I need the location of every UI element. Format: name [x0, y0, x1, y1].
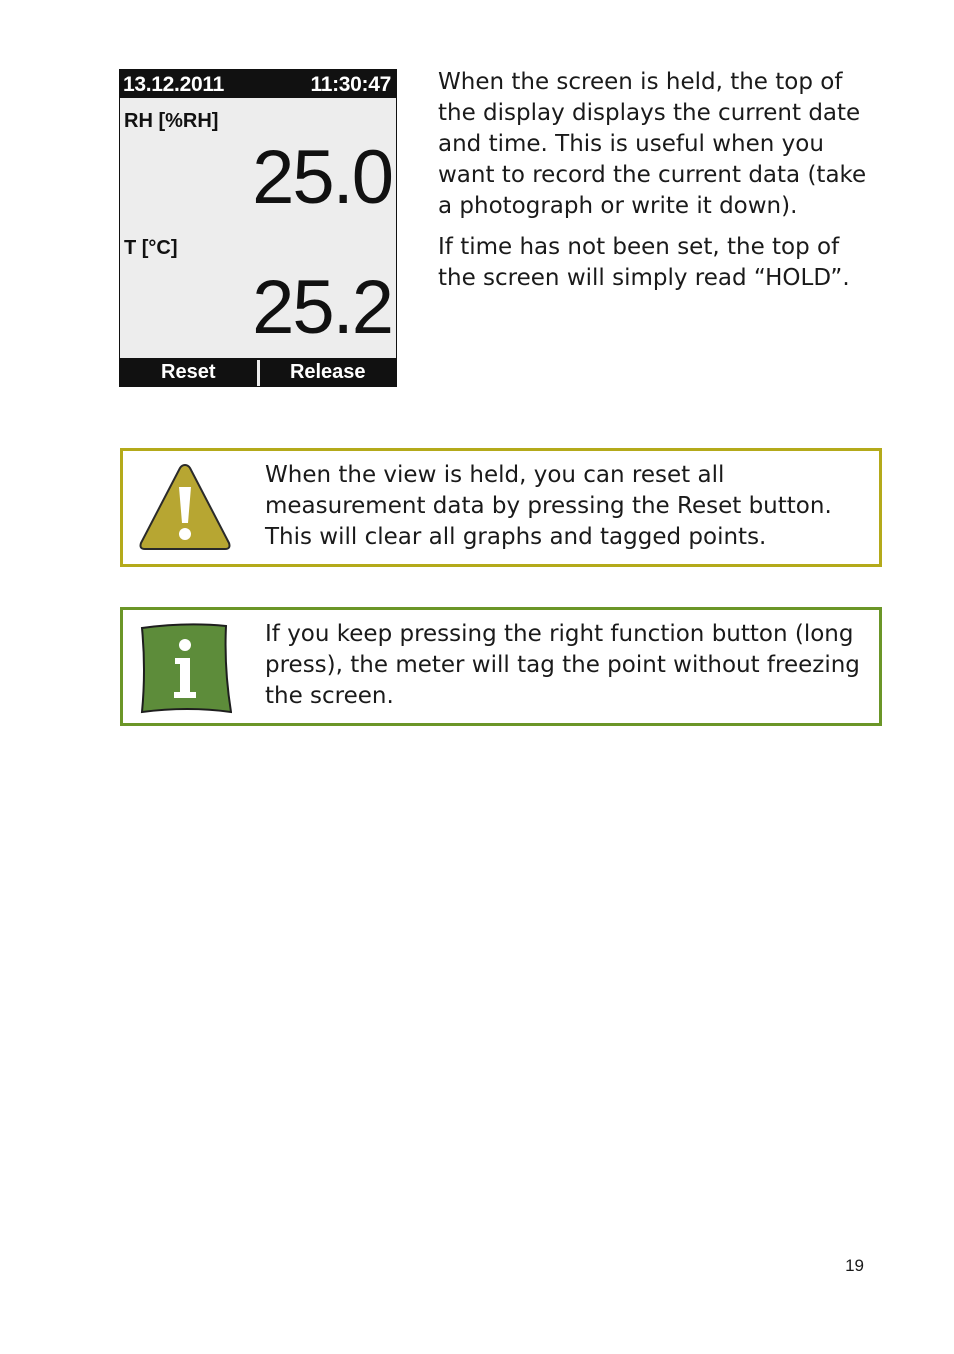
page-number: 19 — [845, 1256, 864, 1275]
warning-text-before: When the view is held, you can reset all measurement data by pressing the — [265, 462, 725, 519]
rh-label: RH [%RH] — [124, 110, 219, 132]
info-icon — [138, 620, 232, 714]
device-time: 11:30:47 — [310, 73, 391, 96]
info-notice — [120, 607, 882, 726]
warning-text-after: button. This will clear all graphs and tagged points. — [265, 493, 832, 550]
device-screenshot — [119, 69, 397, 387]
temperature-value: 25.2 — [252, 265, 392, 350]
warning-icon — [138, 461, 232, 555]
intro-paragraph-2: If time has not been set, the top of the screen will simply read “HOLD”. — [438, 234, 850, 291]
device-softkeys — [120, 358, 396, 386]
intro-paragraph-1: When the screen is held, the top of the display displays the current date and time. This is useful when you want to record the current data (take a photograph or write it down). — [438, 69, 867, 219]
intro-text — [438, 67, 878, 304]
device-status-bar — [120, 70, 396, 98]
reset-button-name: Reset — [677, 493, 742, 519]
reset-softkey: Reset — [161, 361, 216, 383]
temperature-label: T [°C] — [124, 237, 178, 259]
device-date: 13.12.2011 — [123, 73, 224, 96]
rh-value: 25.0 — [252, 135, 392, 220]
warning-notice — [120, 448, 882, 567]
release-softkey: Release — [289, 361, 366, 383]
info-text: If you keep pressing the right function button (long press), the meter will tag the point without freezing the screen. — [265, 621, 860, 709]
warning-text — [265, 460, 865, 553]
